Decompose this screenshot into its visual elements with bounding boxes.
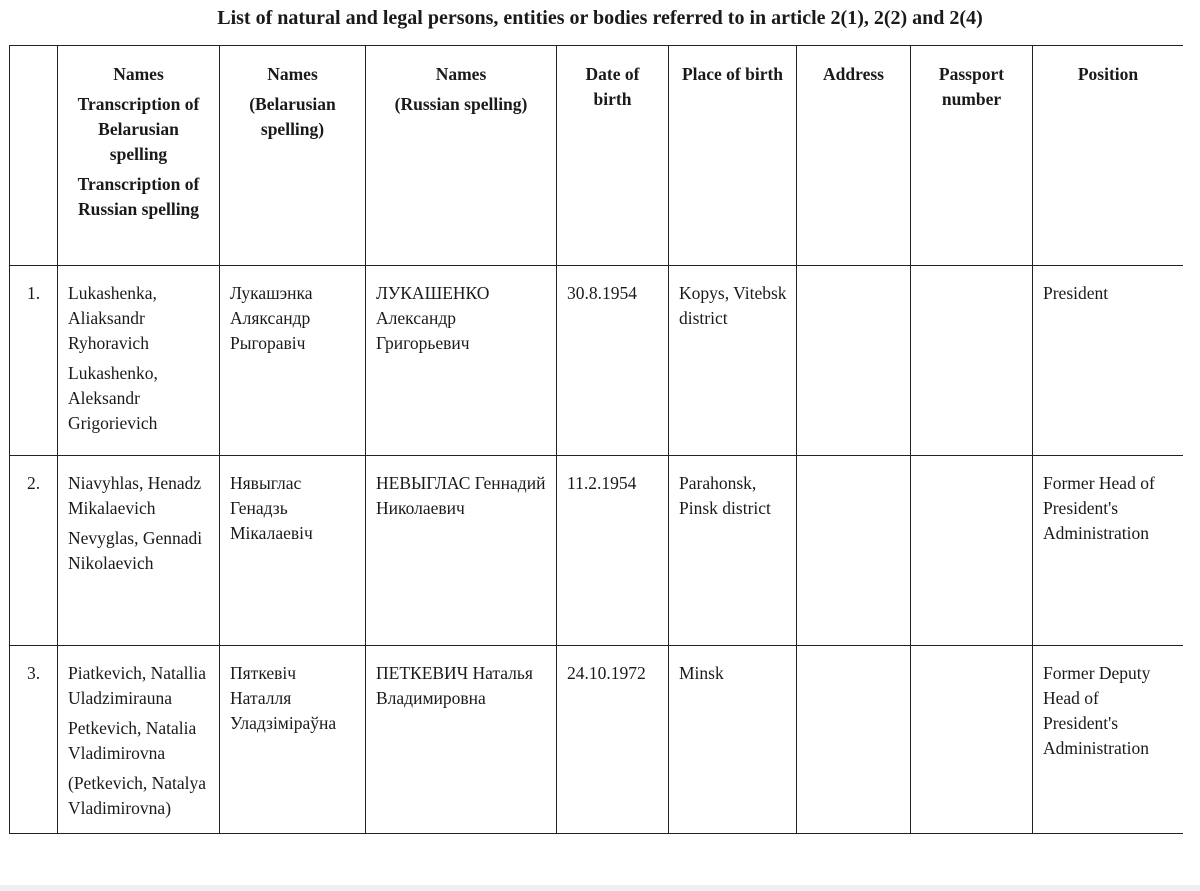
header-names-transcription bbox=[58, 46, 220, 266]
transcription-belarusian: Niavyhlas, Henadz Mikalaevich bbox=[68, 473, 202, 518]
place-of-birth: Parahonsk, Pinsk district bbox=[669, 456, 797, 646]
date-of-birth: 30.8.1954 bbox=[557, 266, 669, 456]
header-names-belarusian bbox=[220, 46, 366, 266]
place-of-birth: Minsk bbox=[669, 646, 797, 834]
row-number: 1. bbox=[10, 266, 58, 456]
header-row bbox=[10, 46, 1184, 266]
date-of-birth: 24.10.1972 bbox=[557, 646, 669, 834]
date-of-birth: 11.2.1954 bbox=[557, 456, 669, 646]
name-belarusian: Пяткевіч Наталля Уладзіміраўна bbox=[220, 646, 366, 834]
name-belarusian: Лукашэнка Аляксандр Рыгоравіч bbox=[220, 266, 366, 456]
header-position bbox=[1033, 46, 1184, 266]
table-row bbox=[10, 646, 1184, 834]
address bbox=[797, 646, 911, 834]
name-russian: ПЕТКЕВИЧ Наталья Владимировна bbox=[366, 646, 557, 834]
name-belarusian: Нявыглас Генадзь Мікалаевіч bbox=[220, 456, 366, 646]
persons-table-container bbox=[9, 45, 1183, 891]
header-label: Position bbox=[1077, 64, 1139, 84]
transcription-belarusian: Lukashenka, Aliaksandr Ryhoravich bbox=[68, 283, 157, 353]
passport-number bbox=[911, 266, 1033, 456]
position: President bbox=[1033, 266, 1184, 456]
place-of-birth: Kopys, Vitebsk district bbox=[669, 266, 797, 456]
table-row bbox=[10, 266, 1184, 456]
row-number: 2. bbox=[10, 456, 58, 646]
header-label: Names bbox=[267, 64, 318, 84]
page-bottom-strip bbox=[0, 885, 1200, 891]
header-label: Passport number bbox=[938, 64, 1005, 109]
header-label: Names bbox=[435, 64, 487, 84]
persons-table bbox=[9, 45, 1183, 834]
name-russian: ЛУКАШЕНКО Александр Григорьевич bbox=[366, 266, 557, 456]
header-label: (Russian spelling) bbox=[394, 94, 528, 114]
passport-number bbox=[911, 646, 1033, 834]
address bbox=[797, 456, 911, 646]
header-number bbox=[10, 46, 58, 266]
header-label: Transcription of Russian spelling bbox=[77, 174, 200, 219]
position: Former Deputy Head of President's Administration bbox=[1033, 646, 1184, 834]
header-label: (Belarusian spelling) bbox=[249, 94, 336, 139]
header-passport-number bbox=[911, 46, 1033, 266]
passport-number bbox=[911, 456, 1033, 646]
name-transcriptions bbox=[58, 266, 220, 456]
header-label: Transcription of Belarusian spelling bbox=[77, 94, 200, 164]
table-row bbox=[10, 456, 1184, 646]
transcription-russian: Petkevich, Natalia Vladimirovna bbox=[68, 718, 197, 763]
name-transcriptions bbox=[58, 456, 220, 646]
header-date-of-birth bbox=[557, 46, 669, 266]
row-number: 3. bbox=[10, 646, 58, 834]
header-label: Address bbox=[823, 64, 884, 84]
header-label: Names bbox=[113, 64, 164, 84]
name-transcriptions bbox=[58, 646, 220, 834]
header-label: Date of birth bbox=[585, 64, 640, 109]
header-names-russian bbox=[366, 46, 557, 266]
transcription-belarusian: Piatkevich, Natallia Uladzimirauna bbox=[68, 663, 207, 708]
address bbox=[797, 266, 911, 456]
transcription-russian: Lukashenko, Aleksandr Grigorievich bbox=[68, 363, 158, 433]
name-russian: НЕВЫГЛАС Геннадий Николаевич bbox=[366, 456, 557, 646]
position: Former Head of President's Administration bbox=[1033, 456, 1184, 646]
transcription-alternate: (Petkevich, Natalya Vladimirovna) bbox=[68, 773, 207, 818]
document-title: List of natural and legal persons, entities or bodies referred to in article 2(1), 2(2) and 2(4) bbox=[217, 7, 983, 29]
transcription-russian: Nevyglas, Gennadi Nikolaevich bbox=[68, 528, 203, 573]
header-label: Place of birth bbox=[681, 64, 784, 84]
header-address bbox=[797, 46, 911, 266]
header-place-of-birth bbox=[669, 46, 797, 266]
